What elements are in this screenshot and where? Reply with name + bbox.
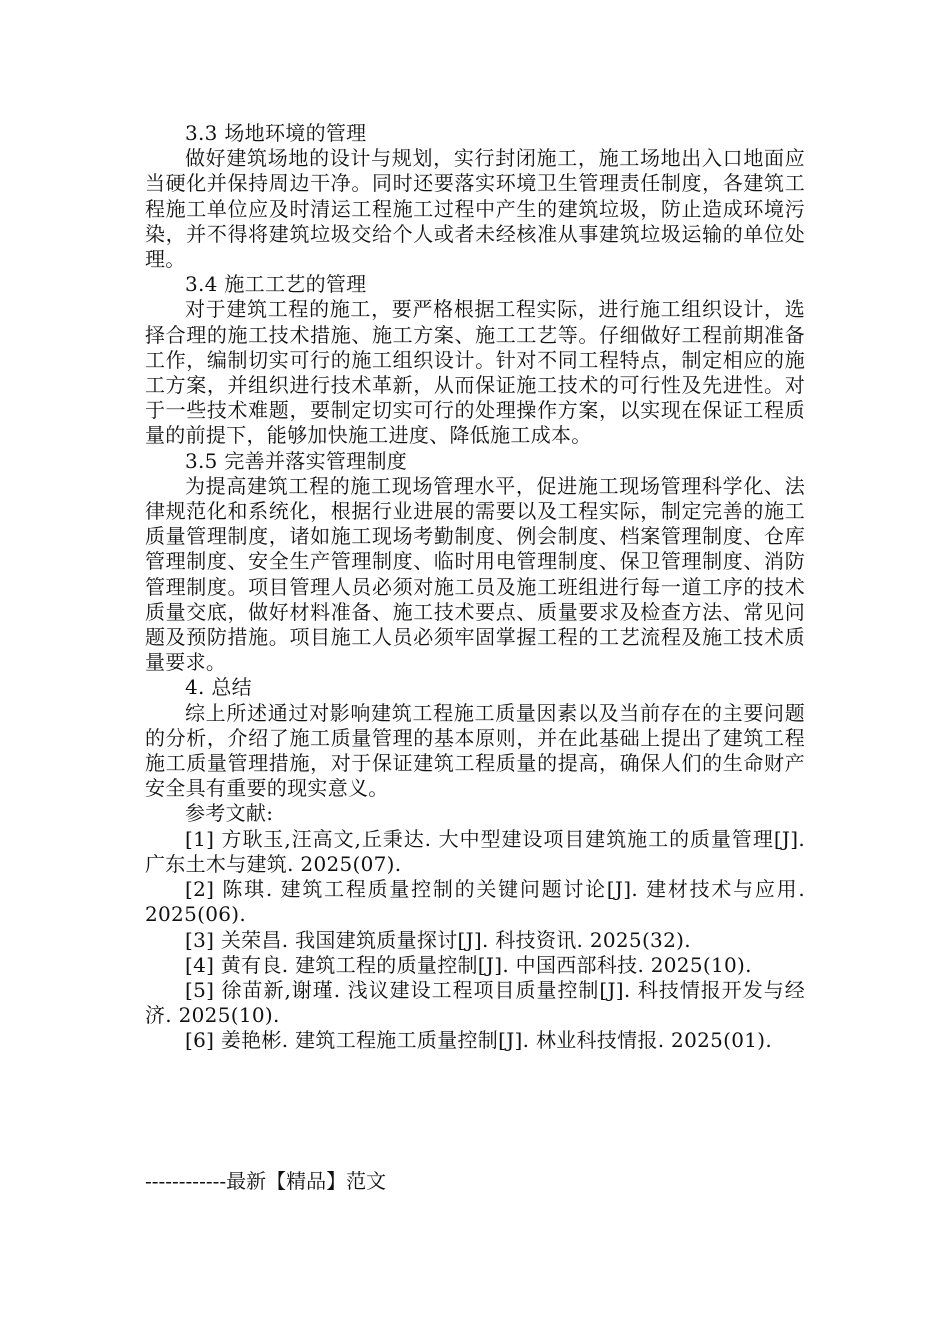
section-paragraph: 为提高建筑工程的施工现场管理水平，促进施工现场管理科学化、法律规范化和系统化，根据行业进展的需要以及工程实际，制定完善的施工质量管理制度，诸如施工现场考勤制度、例会制度、档案管理制度、仓库管理制度、安全生产管理制度、临时用电管理制度、保卫管理制度、消防管理制度。项目管理人员必须对施工员及施工班组进行每一道工序的技术质量交底，做好材料准备、施工技术要点、质量要求及检查方法、常见问题及预防措施。项目施工人员必须牢固掌握工程的工艺流程及施工技术质量要求。	[145, 473, 805, 675]
section-heading-3-4: 3.4 施工工艺的管理	[185, 272, 367, 297]
document-body	[145, 121, 805, 1054]
reference-item-5: [5] 徐苗新,谢瑾. 浅议建设工程项目质量控制[J]. 科技情报开发与经济. 2025(10).	[145, 977, 805, 1028]
references-title: 参考文献:	[185, 801, 274, 826]
reference-item-6: [6] 姜艳彬. 建筑工程施工质量控制[J]. 林业科技情报. 2025(01).	[185, 1028, 773, 1053]
section-heading-4: 4. 总结	[185, 675, 252, 700]
section-paragraph: 综上所述通过对影响建筑工程施工质量因素以及当前存在的主要问题的分析，介绍了施工质量管理的基本原则，并在此基础上提出了建筑工程施工质量管理措施，对于保证建筑工程质量的提高，确保人们的生命财产安全具有重要的现实意义。	[145, 700, 805, 801]
reference-item-1: [1] 方耿玉,汪高文,丘秉达. 大中型建设项目建筑施工的质量管理[J]. 广东土木与建筑. 2025(07).	[145, 826, 805, 876]
reference-item-3: [3] 关荣昌. 我国建筑质量探讨[J]. 科技资讯. 2025(32).	[185, 927, 691, 952]
section-heading-3-3: 3.3 场地环境的管理	[185, 121, 367, 145]
section-heading-3-5: 3.5 完善并落实管理制度	[185, 448, 408, 473]
reference-item-4: [4] 黄有良. 建筑工程的质量控制[J]. 中国西部科技. 2025(10).	[185, 952, 752, 977]
reference-item-2: [2] 陈琪. 建筑工程质量控制的关键问题讨论[J]. 建材技术与应用. 2025(06).	[145, 877, 805, 927]
section-paragraph: 做好建筑场地的设计与规划，实行封闭施工，施工场地出入口地面应当硬化并保持周边干净。同时还要落实环境卫生管理责任制度，各建筑工程施工单位应及时清运工程施工过程中产生的建筑垃圾，防止造成环境污染，并不得将建筑垃圾交给个人或者未经核准从事建筑垃圾运输的单位处理。	[145, 146, 805, 272]
section-paragraph: 对于建筑工程的施工，要严格根据工程实际，进行施工组织设计，选择合理的施工技术措施、施工方案、施工工艺等。仔细做好工程前期准备工作，编制切实可行的施工组织设计。针对不同工程特点，制定相应的施工方案，并组织进行技术革新，从而保证施工技术的可行性及先进性。对于一些技术难题，要制定切实可行的处理操作方案，以实现在保证工程质量的前提下，能够加快施工进度、降低施工成本。	[145, 297, 805, 448]
page-footer: ------------最新【精品】范文	[145, 1169, 387, 1193]
